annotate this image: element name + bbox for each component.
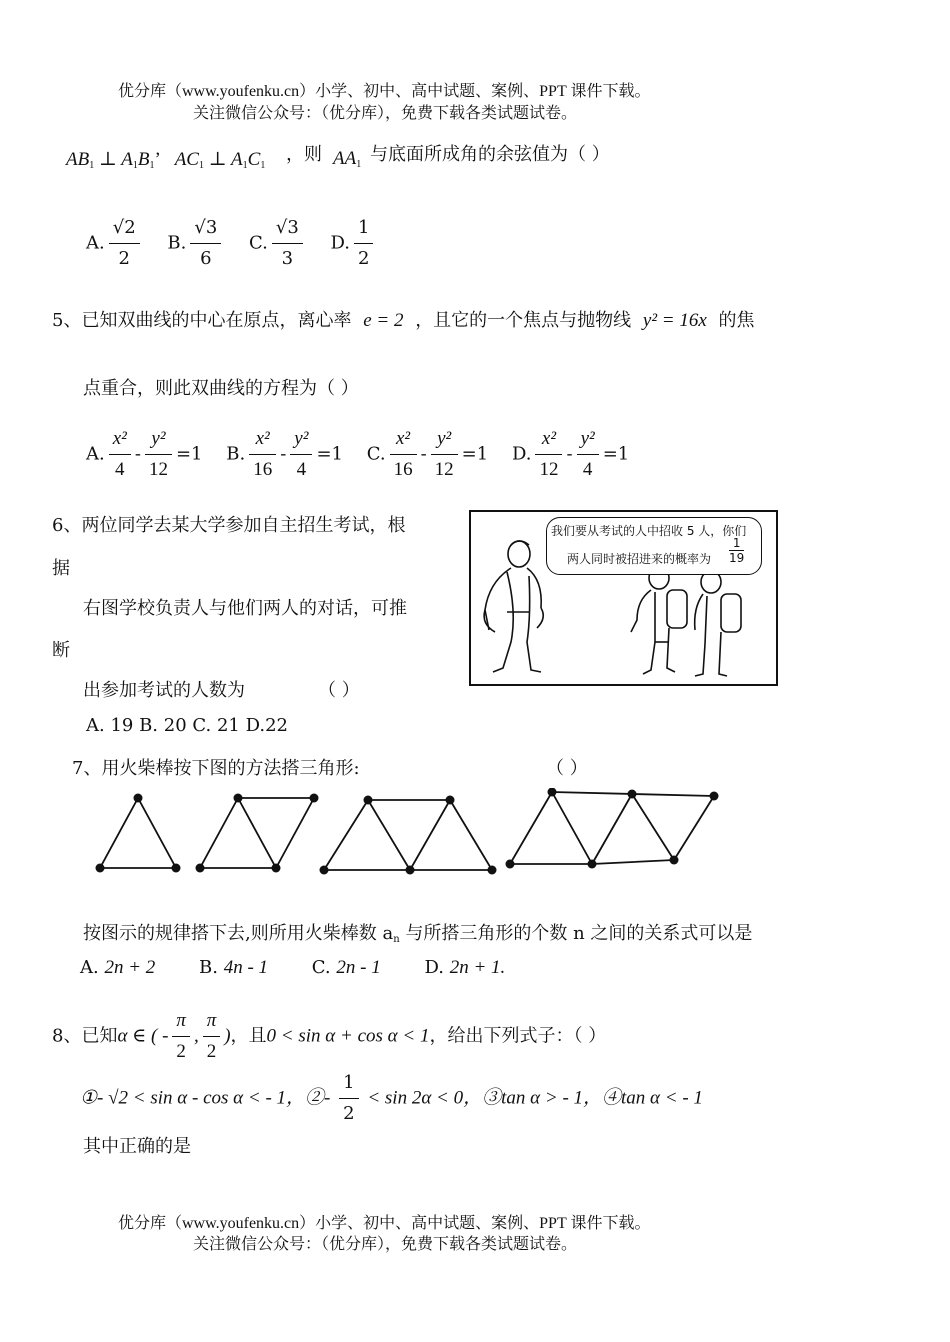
- q4-option-b: B. $\frac{√3}{6}$: [167, 213, 225, 274]
- q5-stem: 5、已知双曲线的中心在原点，离心率 e = 2 ，且它的一个焦点与抛物线 y² = 16x 的焦: [52, 310, 755, 331]
- q8-stem: 8、已知α ∈ ( - $\frac{\pi}{2}$ , $\frac{\pi}{2}$ )，且0 < sin α + cos α < 1，给出下列式子：（ ）: [52, 1006, 606, 1067]
- q6-line-1b: 据: [52, 558, 70, 579]
- q7-stem: 7、用火柴棒按下图的方法搭三角形:: [72, 758, 360, 779]
- q7-rule: 按图示的规律搭下去,则所用火柴棒数 $a_n$ 与所搭三角形的个数 n 之间的关系式可以是: [83, 923, 753, 945]
- bubble-text-2: 两人同时被招进来的概率为: [567, 552, 712, 566]
- q6-line-3: 出参加考试的人数为: [83, 680, 245, 701]
- header-line-1: 优分库（www.youfenku.cn）小学、初中、高中试题、案例、PPT 课件下载。: [118, 83, 651, 100]
- q6-speech-bubble: [546, 517, 762, 575]
- q4-options: [86, 213, 395, 274]
- q8-items: ①- √2 < sin α - cos α < - 1，②- $\frac{1}{2}$ < sin 2α < 0，③tan α > - 1，④tan α < - 1: [80, 1068, 703, 1129]
- q6-line-2b: 断: [52, 640, 70, 661]
- q7-answer-paren: （ ）: [546, 758, 588, 779]
- q7-option-a: A. 2n + 2: [80, 957, 156, 978]
- q7-options: [80, 957, 523, 979]
- q4-condition: $AB_1$ ⊥ $A_1B_1$’ $AC_1$ ⊥ $A_1C_1$: [66, 149, 266, 171]
- q5-option-c: C. $\frac{\text{x²}}{16}$ - $\frac{\text{y²}}{12}$ =1: [367, 424, 489, 485]
- bubble-fraction: 1 19: [729, 536, 745, 565]
- q4-edge: $AA_1$: [333, 148, 362, 170]
- q7-option-d: D. 2n + 1.: [424, 957, 506, 978]
- triangle-trio: [324, 800, 492, 870]
- q5-options: [86, 424, 647, 485]
- q6-line-1: 6、两位同学去某大学参加自主招生考试，根: [52, 515, 406, 536]
- q4-option-c: C. $\frac{√3}{3}$: [249, 213, 307, 274]
- triangle-quad: [510, 792, 714, 864]
- header-line-2: 关注微信公众号：（优分库），免费下载各类试题试卷。: [193, 105, 578, 122]
- q4-option-a: A. $\frac{√2}{2}$: [86, 213, 144, 274]
- triangle-1: [100, 798, 176, 868]
- q5-option-d: D. $\frac{\text{x²}}{12}$ - $\frac{\text{y²}}{4}$ =1: [512, 424, 629, 485]
- footer-line-2: 关注微信公众号：（优分库），免费下载各类试题试卷。: [193, 1236, 578, 1253]
- q6-answer-paren: （ ）: [318, 680, 360, 701]
- triangle-pair: [200, 798, 314, 868]
- q4-stem-tail: 与底面所成角的余弦值为（ ）: [370, 144, 610, 165]
- q5-option-b: B. $\frac{\text{x²}}{16}$ - $\frac{\text{y²}}{4}$ =1: [226, 424, 343, 485]
- q7-option-c: C. 2n - 1: [311, 957, 381, 978]
- q8-conclusion: 其中正确的是: [83, 1136, 191, 1157]
- q6-options: A. 19 B. 20 C. 21 D.22: [86, 715, 288, 736]
- matchstick-triangles-figure: [90, 788, 730, 880]
- q7-option-b: B. 4n - 1: [199, 957, 269, 978]
- q4-option-d: D. $\frac{1}{2}$: [331, 213, 378, 274]
- q5-option-a: A. $\frac{\text{x²}}{4}$ - $\frac{\text{y²}}{12}$ =1: [86, 424, 203, 485]
- footer-line-1: 优分库（www.youfenku.cn）小学、初中、高中试题、案例、PPT 课件下载。: [118, 1215, 651, 1232]
- q6-line-2: 右图学校负责人与他们两人的对话，可推: [83, 598, 407, 619]
- q5-stem-line2: 点重合，则此双曲线的方程为（ ）: [83, 378, 359, 399]
- q4-then: ，则: [286, 144, 322, 165]
- bubble-text-1: 我们要从考试的人中招收 5 人，你们: [551, 524, 747, 538]
